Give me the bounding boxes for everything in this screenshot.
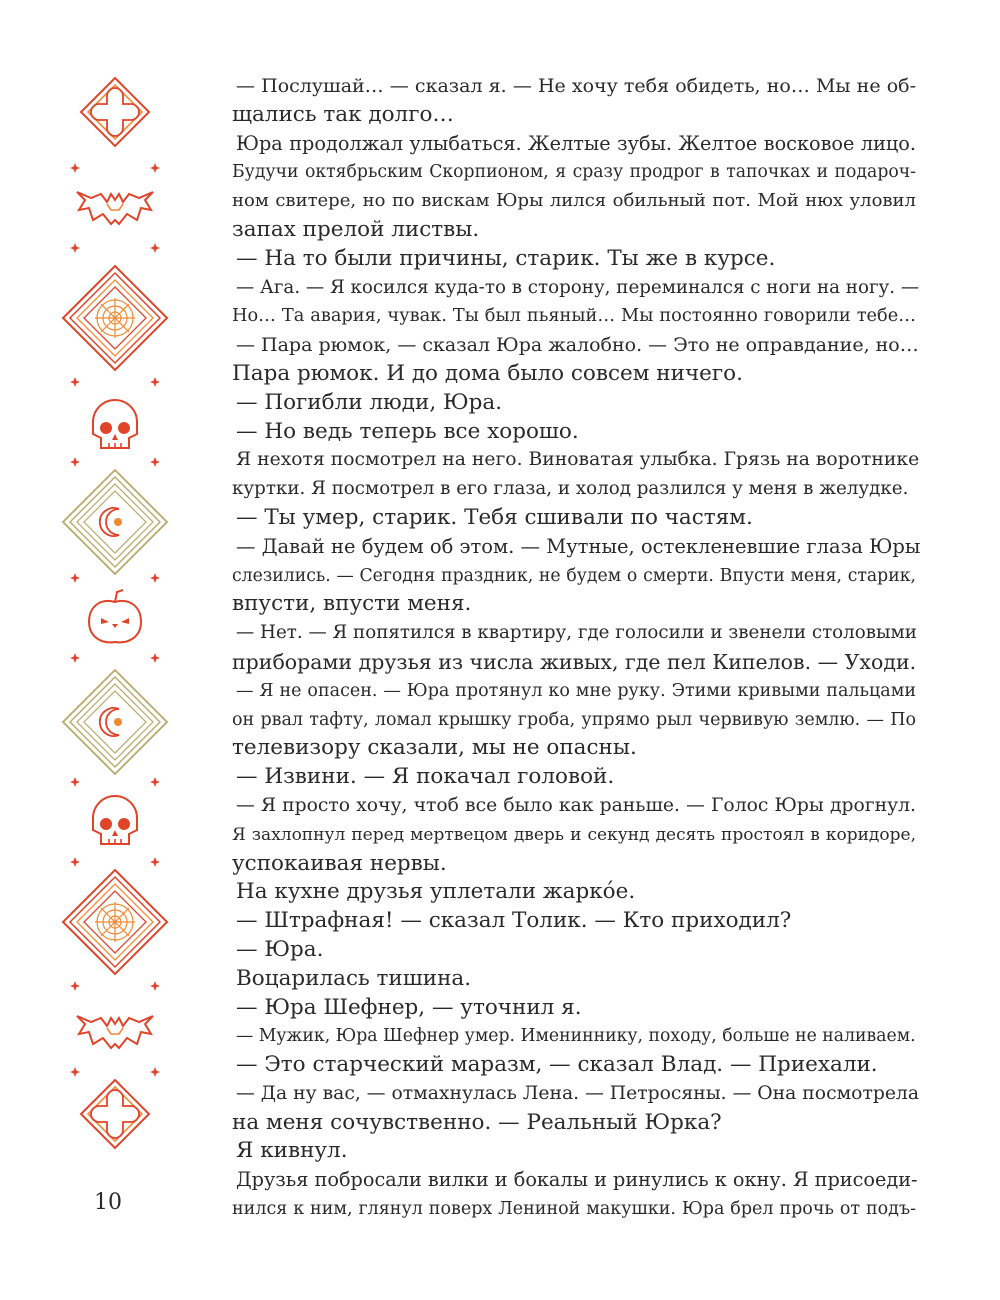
text-line: [232, 1166, 916, 1195]
text-line-content: Юра продолжал улыбаться. Желтые зубы. Желтое восковое лицо.: [236, 131, 916, 155]
sparkle-icon: [150, 1067, 160, 1077]
sparkle-icon: [70, 777, 80, 787]
text-line: [232, 936, 916, 965]
body-text: [232, 72, 921, 1224]
text-line: [232, 878, 916, 907]
sparkle-icon: [150, 163, 160, 173]
moon-diamond-icon: [63, 670, 167, 774]
text-line-content: — Юра Шефнер, — уточнил я.: [236, 994, 582, 1020]
text-line-content: на меня сочувственно. — Реальный Юрка?: [232, 1109, 722, 1135]
text-line: [232, 648, 916, 677]
text-line-content: — Давай не будем об этом. — Мутные, остекленевшие глаза Юры: [236, 534, 921, 558]
text-line-content: — На то были причины, старик. Ты же в курсе.: [236, 245, 776, 271]
text-line: [232, 821, 916, 850]
sparkle-icon: [150, 457, 160, 467]
text-line: [232, 562, 916, 591]
text-line-content: щались так долго…: [232, 101, 454, 127]
spiderweb-diamond-icon: [63, 266, 167, 370]
text-line: [232, 734, 916, 763]
text-line: [232, 101, 916, 130]
text-line: [232, 360, 916, 389]
text-line-content: — Ага. — Я косился куда-то в сторону, переминался с ноги на ногу. —: [236, 276, 920, 298]
text-line: [232, 590, 916, 619]
text-line: [232, 792, 916, 821]
text-line: [232, 130, 916, 159]
text-line-content: слезились. — Сегодня праздник, не будем о смерти. Впусти меня, старик,: [232, 565, 916, 586]
text-line-content: — Штрафная! — сказал Толик. — Кто приходил?: [236, 908, 792, 934]
text-line-content: куртки. Я посмотрел в его глаза, и холод разлился у меня в желудке.: [232, 478, 909, 500]
text-line-content: — Погибли люди, Юра.: [236, 389, 503, 415]
bat-icon: [77, 1016, 153, 1048]
text-line-content: успокаивая нервы.: [232, 850, 447, 876]
text-line-content: приборами друзья из числа живых, где пел Кипелов. — Уходи.: [232, 649, 917, 674]
text-line: [232, 763, 916, 792]
text-line: [232, 475, 916, 504]
text-line-content: Пара рюмок. И до дома было совсем ничего.: [232, 360, 743, 386]
text-line: [232, 706, 916, 735]
text-line-content: Я кивнул.: [236, 1138, 348, 1164]
text-line: [232, 1109, 916, 1138]
text-line: [232, 302, 916, 331]
text-line: [232, 331, 919, 360]
text-line: [232, 245, 916, 274]
text-line: [232, 907, 916, 936]
text-line-content: Но… Та авария, чувак. Ты был пьяный… Мы постоянно говорили тебе…: [232, 306, 916, 327]
text-line-content: — Послушай… — сказал я. — Не хочу тебя обидеть, но… Мы не об-: [236, 75, 916, 97]
text-line-content: На кухне друзья уплетали жарко́е.: [236, 879, 636, 905]
text-line-content: Я захлопнул перед мертвецом дверь и секунд десять простоял в коридоре,: [232, 824, 916, 845]
skull-icon: [93, 796, 137, 844]
text-line: [232, 1051, 916, 1080]
ornament-border: [55, 70, 175, 1160]
text-line-content: Я нехотя посмотрел на него. Виноватая улыбка. Грязь на воротнике: [236, 449, 920, 471]
text-line-content: Воцарилась тишина.: [236, 965, 472, 991]
text-line: [232, 965, 916, 994]
sparkle-icon: [70, 163, 80, 173]
text-line-content: — Мужик, Юра Шефнер умер. Имениннику, походу, больше не наливаем.: [236, 1026, 916, 1047]
text-line-content: Будучи октябрьским Скорпионом, я сразу продрог в тапочках и подароч-: [232, 162, 916, 183]
bat-icon: [77, 192, 153, 224]
text-line: [232, 1022, 916, 1051]
text-line-content: — Нет. — Я попятился в квартиру, где голосили и звенели столовыми: [236, 622, 917, 644]
sparkle-icon: [150, 573, 160, 583]
sparkle-icon: [150, 857, 160, 867]
text-line: [232, 216, 916, 245]
sparkle-icon: [70, 243, 80, 253]
text-line: [232, 619, 916, 648]
text-line-content: нился к ним, глянул поверх Лениной макушки. Юра брел прочь от подъ-: [232, 1199, 916, 1220]
text-line: [232, 72, 916, 101]
text-line-content: — Я просто хочу, чтоб все было как раньше. — Голос Юры дрогнул.: [236, 794, 916, 816]
text-line: [232, 1080, 920, 1109]
sparkle-icon: [150, 243, 160, 253]
text-line: [232, 274, 920, 303]
moon-diamond-icon: [63, 470, 167, 574]
text-line-content: он рвал тафту, ломал крышку гроба, упрямо рыл червивую землю. — По: [232, 709, 916, 730]
text-line-content: ном свитере, но по вискам Юры лился обильный пот. Мой нюх уловил: [232, 190, 916, 212]
text-line: [232, 389, 916, 418]
sparkle-icon: [70, 857, 80, 867]
sparkle-icon: [150, 777, 160, 787]
text-line: [232, 850, 916, 879]
text-line-content: — Юра.: [236, 936, 324, 962]
sparkle-icon: [150, 653, 160, 663]
text-line-content: — Я не опасен. — Юра протянул ко мне руку. Этими кривыми пальцами: [236, 680, 916, 701]
text-line-content: — Пара рюмок, — сказал Юра жалобно. — Это не оправдание, но…: [236, 334, 919, 357]
text-line-content: телевизору сказали, мы не опасны.: [232, 735, 637, 761]
spiderweb-diamond-icon: [63, 870, 167, 974]
sparkle-icon: [70, 1067, 80, 1077]
text-line: [232, 418, 916, 447]
quatrefoil-diamond-icon: [81, 1080, 149, 1148]
sparkle-icon: [70, 457, 80, 467]
sparkle-icon: [150, 981, 160, 991]
text-line-content: запах прелой листвы.: [232, 216, 480, 242]
sparkle-icon: [70, 573, 80, 583]
text-line-content: Друзья побросали вилки и бокалы и ринулись к окну. Я присоеди-: [236, 1168, 918, 1192]
sparkle-icon: [70, 653, 80, 663]
text-line: [232, 504, 916, 533]
text-line-content: — Но ведь теперь все хорошо.: [236, 418, 579, 444]
text-line: [232, 187, 916, 216]
sparkle-icon: [70, 981, 80, 991]
skull-icon: [93, 400, 137, 448]
text-line: [232, 1195, 916, 1224]
text-line-content: — Ты умер, старик. Тебя сшивали по частям.: [236, 504, 753, 530]
text-line: [232, 1137, 916, 1166]
text-line-content: — Извини. — Я покачал головой.: [236, 764, 615, 790]
pumpkin-icon: [89, 590, 141, 642]
sparkle-icon: [150, 377, 160, 387]
quatrefoil-diamond-icon: [81, 78, 149, 146]
text-line: [232, 158, 916, 187]
text-line-content: — Да ну вас, — отмахнулась Лена. — Петросяны. — Она посмотрела: [236, 1082, 920, 1104]
text-line: [232, 994, 916, 1023]
page-number: 10: [94, 1190, 122, 1215]
text-line-content: — Это старческий маразм, — сказал Влад. — Приехали.: [236, 1052, 878, 1078]
text-line-content: впусти, впусти меня.: [232, 591, 472, 617]
text-line: [232, 533, 921, 562]
sparkle-icon: [70, 377, 80, 387]
text-line: [232, 446, 920, 475]
text-line: [232, 677, 916, 706]
ornament-column: [55, 70, 175, 1160]
